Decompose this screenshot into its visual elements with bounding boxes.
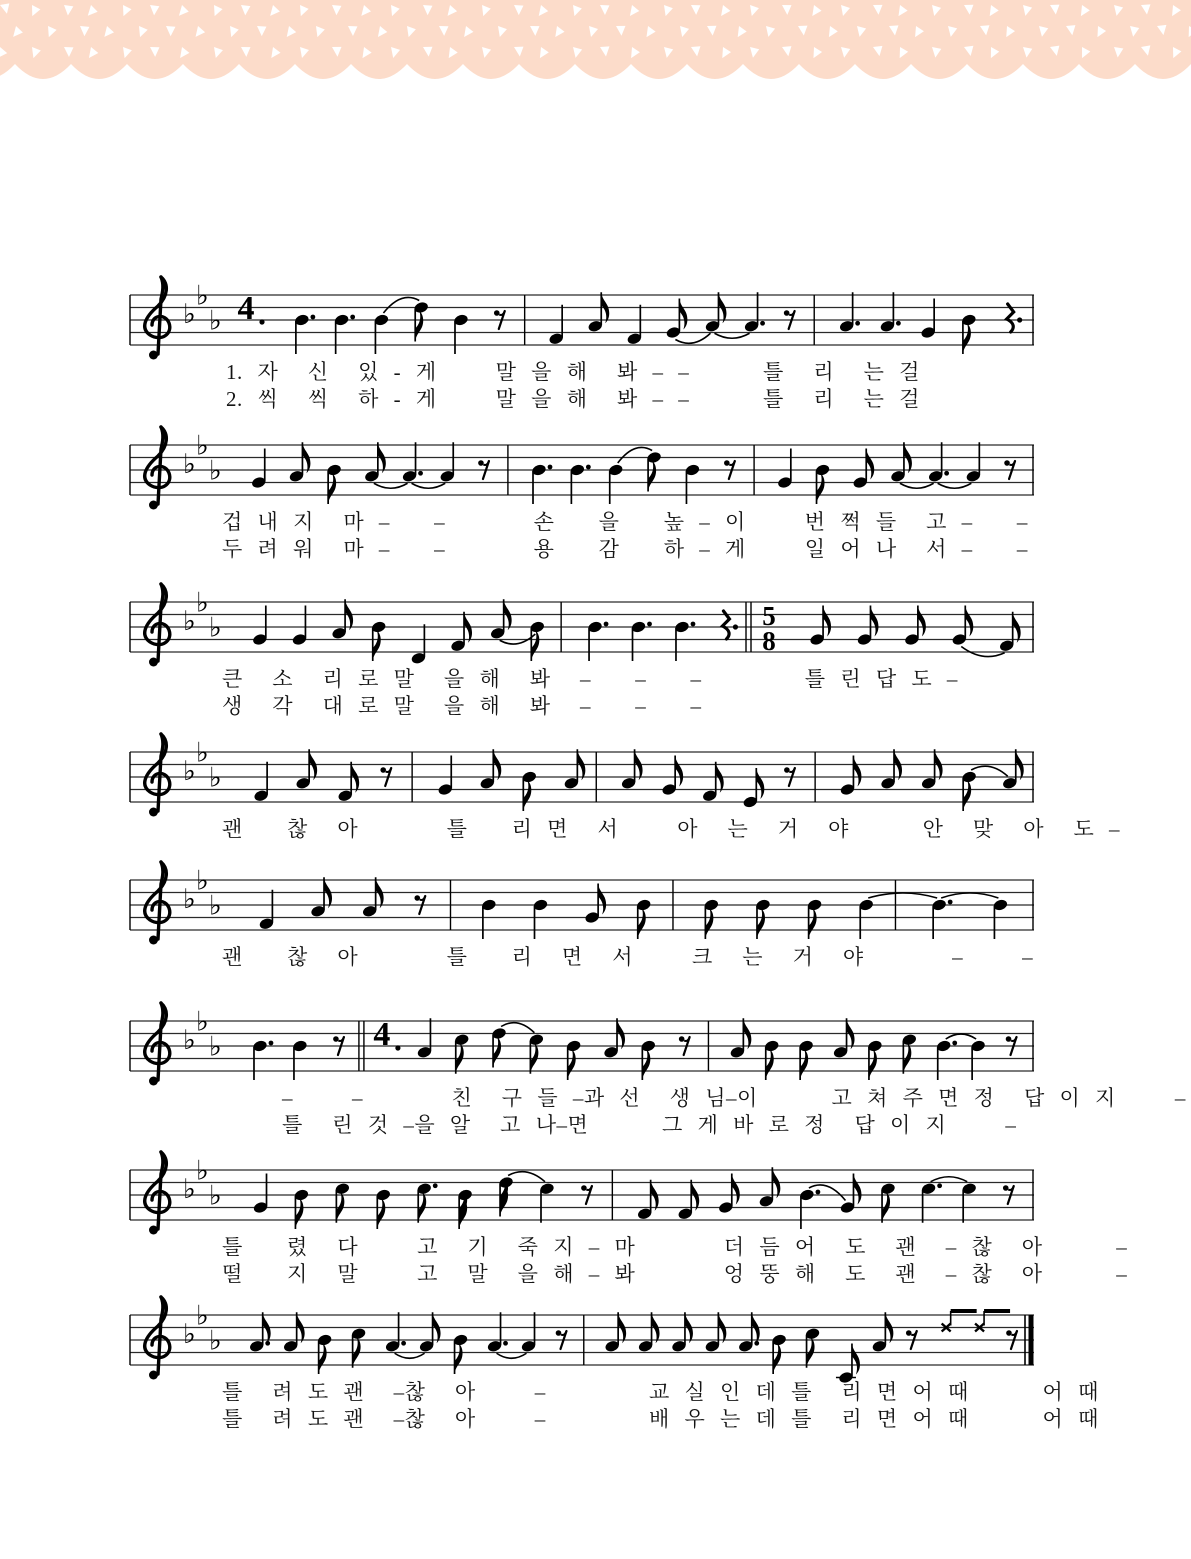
note — [539, 1182, 555, 1223]
note — [294, 313, 315, 354]
svg-text:♭: ♭ — [209, 890, 222, 922]
key-signature-flats — [183, 1006, 222, 1062]
note — [758, 1167, 780, 1208]
note — [288, 442, 310, 483]
note — [798, 1039, 814, 1080]
note — [531, 463, 552, 504]
note — [521, 770, 537, 811]
svg-text:♭: ♭ — [196, 430, 209, 462]
lyric-line: 괜 찮 아 틀 리 면 서 크 는 거 야 – – — [222, 945, 1034, 969]
x-notehead — [942, 1309, 977, 1332]
note — [253, 762, 269, 803]
note — [563, 749, 585, 790]
note — [587, 620, 608, 661]
note — [584, 884, 606, 925]
note — [904, 606, 926, 647]
note — [419, 1312, 441, 1353]
note — [604, 1312, 626, 1353]
note — [454, 1033, 470, 1074]
x-notehead — [975, 1309, 1010, 1332]
key-signature-flats — [183, 737, 222, 793]
note — [566, 1039, 582, 1080]
note — [413, 301, 429, 342]
note — [928, 442, 949, 483]
note — [771, 1333, 787, 1374]
note — [839, 292, 860, 333]
tie-arc — [383, 297, 419, 313]
treble-clef-icon — [145, 427, 170, 510]
svg-text:♭: ♭ — [196, 865, 209, 897]
note — [738, 1312, 760, 1353]
note — [742, 768, 764, 809]
note — [702, 762, 724, 803]
svg-text:♭: ♭ — [196, 1155, 209, 1187]
note — [840, 1174, 862, 1215]
note — [310, 877, 332, 918]
svg-text:♭: ♭ — [196, 280, 209, 312]
note — [331, 599, 353, 640]
note — [809, 606, 831, 647]
note — [521, 1312, 537, 1353]
note — [410, 624, 426, 665]
tie-arc — [809, 1185, 846, 1201]
note — [437, 756, 453, 797]
tie-arc — [868, 893, 937, 898]
tie-arc — [497, 1353, 527, 1358]
note — [646, 451, 662, 492]
note — [402, 442, 423, 483]
tie-arc — [374, 483, 408, 488]
note — [533, 898, 549, 939]
note — [671, 1312, 693, 1353]
note — [777, 449, 793, 490]
svg-text:♭: ♭ — [209, 762, 222, 794]
tie-arc — [931, 1177, 968, 1182]
note — [479, 749, 501, 790]
note — [755, 898, 771, 939]
note — [965, 442, 981, 483]
key-signature-flats — [183, 587, 222, 643]
rest — [722, 611, 738, 639]
tie-arc — [938, 483, 972, 488]
note — [729, 1018, 751, 1059]
note — [334, 313, 355, 354]
note — [326, 463, 342, 504]
svg-text:♭: ♭ — [209, 612, 222, 644]
note — [961, 770, 977, 811]
note — [867, 1039, 883, 1080]
lyric-line: 2. 씩 씩 하 - 게 말 을 해 봐 – – 틀 리 는 걸 — [226, 387, 920, 411]
note — [317, 1333, 333, 1374]
note — [450, 612, 472, 653]
note — [337, 762, 359, 803]
note — [852, 449, 874, 490]
note — [637, 1180, 659, 1221]
note — [498, 1176, 514, 1217]
note — [528, 1033, 544, 1074]
note — [487, 1312, 508, 1353]
note — [920, 299, 936, 340]
note — [880, 1182, 896, 1223]
note — [880, 749, 902, 790]
note — [951, 606, 973, 647]
note — [970, 1039, 986, 1080]
note — [249, 1312, 271, 1353]
note — [334, 1182, 350, 1223]
note — [636, 898, 652, 939]
time-signature — [762, 601, 776, 656]
note — [879, 292, 900, 333]
note — [805, 1327, 821, 1368]
note — [608, 463, 624, 504]
treble-clef-icon — [145, 277, 170, 360]
treble-clef-icon — [145, 1152, 170, 1235]
note — [364, 442, 386, 483]
treble-clef-icon — [145, 734, 170, 817]
note — [251, 449, 267, 490]
lyric-line: 틀 려 도 괜 –찮 아 – 교 실 인 데 틀 리 면 어 때 어 때 — [222, 1380, 1099, 1404]
note — [481, 898, 497, 939]
note — [491, 1027, 507, 1068]
note — [626, 305, 642, 346]
note — [839, 756, 861, 797]
note — [931, 898, 952, 939]
note — [295, 749, 317, 790]
svg-text:♭: ♭ — [183, 1174, 196, 1205]
note — [351, 1327, 367, 1368]
note — [936, 1039, 957, 1080]
rest — [1007, 304, 1023, 332]
svg-text:5: 5 — [762, 601, 776, 631]
note — [764, 1039, 780, 1080]
svg-text:♭: ♭ — [209, 305, 222, 337]
tie-arc — [941, 893, 998, 898]
note — [677, 1180, 699, 1221]
lyric-line: 틀 렸 다 고 기 죽 지 – 마 더 듬 어 도 괜 – 찮 아 – — [222, 1235, 1128, 1259]
tie-arc — [395, 1353, 425, 1358]
lyric-line: 떨 지 말 고 말 을 해 – 봐 엉 뚱 해 도 괜 – 찮 아 – — [222, 1262, 1128, 1286]
note — [833, 1018, 855, 1059]
lyric-line: – – 친 구 들 –과 선 생 님–이 고 쳐 주 면 정 답 이 지 – — [282, 1086, 1186, 1110]
tie-arc — [618, 447, 652, 463]
note — [416, 1018, 432, 1059]
note — [640, 1039, 656, 1080]
note — [253, 1174, 269, 1215]
note — [416, 1182, 437, 1223]
note — [807, 898, 823, 939]
tie-arc — [946, 1034, 976, 1039]
svg-text:♭: ♭ — [183, 299, 196, 330]
note — [371, 620, 387, 661]
note — [283, 1312, 305, 1353]
note — [961, 313, 977, 354]
note — [684, 463, 700, 504]
note — [871, 1312, 893, 1353]
note — [704, 292, 726, 333]
tie-arc — [412, 483, 446, 488]
treble-clef-icon — [145, 862, 170, 945]
note — [703, 898, 719, 939]
note — [921, 1182, 942, 1223]
note — [901, 1033, 917, 1074]
svg-text:♭: ♭ — [196, 1006, 209, 1038]
note — [799, 1188, 820, 1229]
lyric-line: 겁 내 지 마 – – 손 을 높 – 이 번 쩍 들 고 – – — [222, 510, 1028, 534]
note — [815, 463, 831, 504]
note — [252, 606, 268, 647]
tie-arc — [971, 766, 1008, 776]
note — [385, 1312, 406, 1353]
svg-text:♭: ♭ — [196, 1300, 209, 1332]
note — [490, 599, 512, 640]
note — [252, 1039, 273, 1080]
note — [292, 1039, 308, 1080]
svg-text:♭: ♭ — [209, 1031, 222, 1063]
note — [890, 442, 912, 483]
treble-clef-icon — [145, 1297, 170, 1380]
svg-text:♭: ♭ — [183, 1025, 196, 1056]
note — [453, 313, 469, 354]
svg-text:♭: ♭ — [183, 756, 196, 787]
note — [362, 877, 384, 918]
lyric-line: 1. 자 신 있 - 게 말 을 해 봐 – – 틀 리 는 걸 — [226, 360, 920, 384]
tie-arc — [501, 1023, 534, 1033]
svg-text:8: 8 — [762, 626, 776, 656]
svg-text:♭: ♭ — [196, 587, 209, 619]
svg-text:♭: ♭ — [209, 1325, 222, 1357]
note — [858, 898, 874, 939]
note — [999, 612, 1021, 653]
note — [569, 463, 590, 504]
svg-text:♭: ♭ — [196, 737, 209, 769]
note — [961, 1182, 977, 1223]
note — [661, 756, 683, 797]
treble-clef-icon — [145, 1003, 170, 1086]
note — [587, 292, 609, 333]
note — [453, 1333, 469, 1374]
key-signature-flats — [183, 1300, 222, 1356]
note — [621, 749, 643, 790]
note — [921, 749, 943, 790]
note — [548, 305, 564, 346]
svg-text:4: 4 — [373, 1016, 391, 1053]
lyric-line: 괜 찮 아 틀 리 면 서 아 는 거 야 안 맞 아 도 – — [222, 817, 1121, 841]
svg-text:♭: ♭ — [183, 884, 196, 915]
tie-arc — [675, 333, 710, 343]
note — [744, 292, 765, 333]
lyric-line: 큰 소 리 로 말 을 해 봐 – – – 틀 린 답 도 – — [222, 667, 958, 691]
note — [457, 1188, 473, 1229]
lyric-line: 생 각 대 로 말 을 해 봐 – – – — [222, 694, 702, 718]
svg-text:♭: ♭ — [209, 1180, 222, 1212]
lyric-line: 두 려 워 마 – – 용 감 하 – 게 일 어 나 서 – – — [222, 537, 1028, 561]
note — [439, 442, 455, 483]
note — [856, 606, 878, 647]
note — [375, 1188, 391, 1229]
note — [1002, 749, 1024, 790]
svg-text:4: 4 — [237, 290, 255, 327]
key-signature-flats — [183, 865, 222, 921]
treble-clef-icon — [145, 584, 170, 667]
note — [603, 1018, 625, 1059]
note — [665, 299, 687, 340]
note — [529, 620, 545, 661]
tie-arc — [714, 333, 749, 338]
svg-text:♭: ♭ — [183, 449, 196, 480]
tie-arc — [508, 1172, 545, 1182]
key-signature-flats — [183, 280, 222, 336]
note — [373, 313, 389, 354]
svg-text:♭: ♭ — [183, 606, 196, 637]
note — [258, 890, 274, 931]
note — [718, 1174, 740, 1215]
note — [638, 1312, 660, 1353]
note — [704, 1312, 726, 1353]
lyric-line: 틀 려 도 괜 –찮 아 – 배 우 는 데 틀 리 면 어 때 어 때 — [222, 1407, 1099, 1431]
note — [631, 620, 652, 661]
note — [293, 1188, 309, 1229]
note — [992, 898, 1008, 939]
key-signature-flats — [183, 430, 222, 486]
svg-text:♭: ♭ — [209, 455, 222, 487]
svg-text:♭: ♭ — [183, 1319, 196, 1350]
lyric-line: 틀 린 것 –을 알 고 나–면 그 게 바 로 정 답 이 지 – — [282, 1113, 1017, 1137]
key-signature-flats — [183, 1155, 222, 1211]
note — [291, 606, 307, 647]
tie-arc — [900, 483, 934, 488]
note — [674, 620, 695, 661]
